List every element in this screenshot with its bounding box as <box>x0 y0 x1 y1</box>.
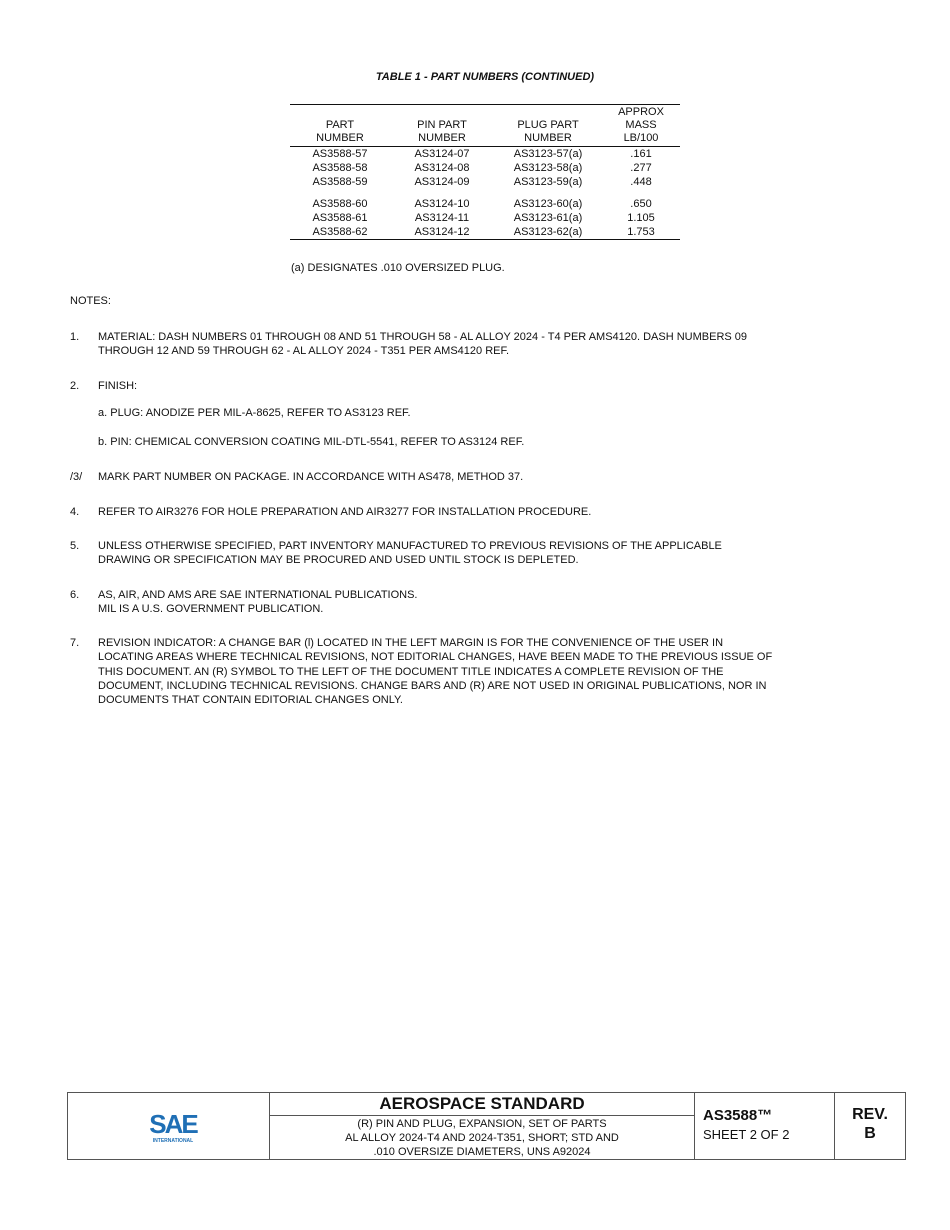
note-line: UNLESS OTHERWISE SPECIFIED, PART INVENTORY MANUFACTURED TO PREVIOUS REVISIONS OF THE APPLICABLE <box>98 540 722 552</box>
cell-plug-number: AS3123-59(a) <box>513 175 583 188</box>
cell-part-number: AS3588-62 <box>290 225 390 240</box>
note-line: THROUGH 12 AND 59 THROUGH 62 - AL ALLOY 2024 - T351 PER AMS4120 REF. <box>98 345 510 358</box>
notes-heading: NOTES: <box>70 295 111 307</box>
description-line: AL ALLOY 2024-T4 AND 2024-T351, SHORT; STD AND <box>345 1132 619 1144</box>
note-line: AS, AIR, AND AMS ARE SAE INTERNATIONAL PUBLICATIONS. <box>98 589 418 601</box>
cell-plug-number: AS3123-60(a) <box>513 197 583 210</box>
table-footnote: (a) DESIGNATES .010 OVERSIZED PLUG. <box>291 262 505 274</box>
header-pin-part-number: PIN PART NUMBER <box>390 105 494 147</box>
document-number: AS3588™ <box>703 1107 773 1124</box>
cell-plug-number: AS3123-57(a) <box>513 147 583 160</box>
cell-part-number: AS3588-58 <box>312 161 368 174</box>
header-approx-mass: APPROX MASS LB/100 <box>602 105 680 147</box>
cell-mass: .161 <box>630 147 652 160</box>
table-row <box>290 147 680 162</box>
revision-value: B <box>864 1125 876 1142</box>
cell-pin-number: AS3124-08 <box>414 161 470 174</box>
note-line: REFER TO AIR3276 FOR HOLE PREPARATION AND AIR3277 FOR INSTALLATION PROCEDURE. <box>98 506 592 518</box>
title-block <box>67 1092 906 1160</box>
note-line: DOCUMENT, INCLUDING TECHNICAL REVISIONS. CHANGE BARS AND (R) ARE NOT USED IN ORIGINAL PUBLICATIONS, NOR IN <box>98 679 767 692</box>
note-number: 5. <box>70 540 80 552</box>
table-header-row <box>290 105 680 147</box>
note-number: 6. <box>70 589 80 601</box>
revision-label: REV. B <box>835 1093 905 1143</box>
document-number-cell <box>695 1093 835 1159</box>
table-row <box>290 211 680 225</box>
cell-pin-number: AS3124-12 <box>390 225 494 240</box>
note-line: MARK PART NUMBER ON PACKAGE. IN ACCORDANCE WITH AS478, METHOD 37. <box>98 471 524 483</box>
table-title: TABLE 1 - PART NUMBERS (CONTINUED) <box>375 71 595 83</box>
cell-mass: 1.753 <box>602 225 680 240</box>
cell-part-number: AS3588-61 <box>312 211 368 224</box>
note-line: MATERIAL: DASH NUMBERS 01 THROUGH 08 AND 51 THROUGH 58 - AL ALLOY 2024 - T4 PER AMS4120. DASH NUMBERS 09 <box>98 331 748 343</box>
note-line: REVISION INDICATOR: A CHANGE BAR (l) LOCATED IN THE LEFT MARGIN IS FOR THE CONVENIENCE OF THE USER IN <box>98 637 724 649</box>
cell-part-number: AS3588-60 <box>312 197 368 210</box>
header-part-number: PART NUMBER <box>290 105 390 147</box>
cell-mass: .448 <box>630 175 652 188</box>
title-cell <box>270 1093 695 1159</box>
note-2b: b. PIN: CHEMICAL CONVERSION COATING MIL-DTL-5541, REFER TO AS3124 REF. <box>98 436 525 448</box>
cell-pin-number: AS3124-10 <box>414 197 470 210</box>
note-line: THIS DOCUMENT. AN (R) SYMBOL TO THE LEFT OF THE DOCUMENT TITLE INDICATES A COMPLETE REVISION OF THE <box>98 665 724 678</box>
cell-mass: .277 <box>630 161 652 174</box>
note-line: DOCUMENTS THAT CONTAIN EDITORIAL CHANGES ONLY. <box>98 694 403 707</box>
revision-cell <box>835 1093 905 1159</box>
note-2a: a. PLUG: ANODIZE PER MIL-A-8625, REFER TO AS3123 REF. <box>98 407 411 419</box>
table-row-gap <box>290 189 680 197</box>
header-plug-part-number: PLUG PART NUMBER <box>494 105 602 147</box>
cell-pin-number: AS3124-11 <box>414 211 470 224</box>
note-line: DRAWING OR SPECIFICATION MAY BE PROCURED AND USED UNTIL STOCK IS DEPLETED. <box>98 554 579 567</box>
logo-subtext: INTERNATIONAL <box>152 1138 194 1144</box>
description-line: .010 OVERSIZE DIAMETERS, UNS A92024 <box>373 1146 591 1158</box>
sae-logo <box>145 1108 201 1144</box>
note-number: 4. <box>70 506 80 518</box>
cell-plug-number: AS3123-58(a) <box>513 161 583 174</box>
cell-part-number: AS3588-59 <box>312 175 368 188</box>
note-number: 1. <box>70 331 80 343</box>
cell-part-number: AS3588-57 <box>312 147 368 160</box>
cell-plug-number: AS3123-61(a) <box>513 211 583 224</box>
cell-pin-number: AS3124-09 <box>414 175 470 188</box>
note-number: 7. <box>70 637 80 649</box>
logo-text: SAE <box>149 1109 197 1139</box>
note-number: 2. <box>70 380 80 392</box>
cell-mass: .650 <box>630 197 652 210</box>
sheet-number: SHEET 2 OF 2 <box>703 1127 790 1142</box>
table-row <box>290 197 680 211</box>
table-row <box>290 175 680 189</box>
note-number: /3/ <box>70 471 83 483</box>
note-line: MIL IS A U.S. GOVERNMENT PUBLICATION. <box>98 603 324 616</box>
table-row <box>290 161 680 175</box>
description-line: (R) PIN AND PLUG, EXPANSION, SET OF PARTS <box>357 1118 607 1130</box>
note-line: FINISH: <box>98 380 138 392</box>
document-description <box>270 1116 694 1159</box>
table-row <box>290 225 680 240</box>
cell-mass: 1.105 <box>627 211 655 224</box>
cell-pin-number: AS3124-07 <box>414 147 470 160</box>
note-line: LOCATING AREAS WHERE TECHNICAL REVISIONS, NOT EDITORIAL CHANGES, HAVE BEEN MADE TO THE PREVIOUS ISSUE OF <box>98 651 773 664</box>
cell-plug-number: AS3123-62(a) <box>494 225 602 240</box>
logo-cell <box>68 1093 270 1159</box>
part-numbers-table <box>290 104 680 240</box>
standard-heading: AEROSPACE STANDARD <box>270 1093 694 1116</box>
